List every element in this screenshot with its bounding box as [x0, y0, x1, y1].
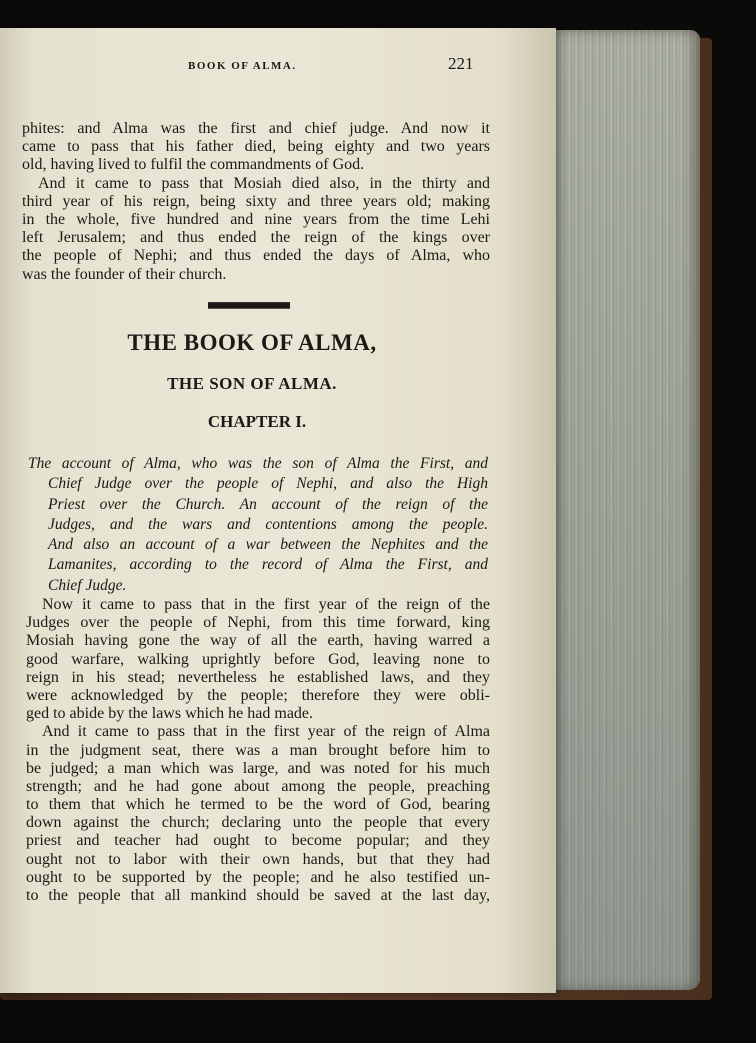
summary-line: Judges, and the wars and contentions among the people.	[48, 515, 488, 533]
summary-line: Chief Judge.	[48, 576, 127, 594]
text-line: And it came to pass that Mosiah died also, in the thirty and	[38, 174, 490, 192]
text-line: to the people that all mankind should be saved at the last day,	[26, 887, 490, 904]
text-line: third year of his reign, being sixty and three years old; making	[22, 192, 490, 210]
section-rule	[208, 302, 290, 309]
text-line: ged to abide by the laws which he had made.	[26, 705, 314, 723]
page-edges	[540, 30, 700, 990]
text-line: in the whole, five hundred and nine years from the time Lehi	[22, 210, 490, 228]
summary-line: Lamanites, according to the record of Alma the First, and	[48, 556, 488, 574]
text-line: reign in his stead; nevertheless he established laws, and they	[26, 668, 490, 686]
text-line: was the founder of their church.	[22, 265, 227, 283]
summary-line: Priest over the Church. An account of the reign of the	[48, 495, 488, 513]
text-line: Judges over the people of Nephi, from this time forward, king	[26, 614, 490, 632]
page-number: 221	[448, 54, 474, 73]
text-line: the people of Nephi; and thus ended the days of Alma, who	[22, 247, 490, 265]
chapter-body	[26, 596, 490, 905]
chapter-summary	[28, 454, 488, 596]
text-line: strength; and he had gone about among the people, preaching	[26, 777, 490, 795]
running-head	[0, 54, 556, 84]
text-line: And it came to pass that in the first year of the reign of Alma	[42, 723, 490, 741]
text-line: be judged; a man which was large, and was noted for his much	[26, 759, 490, 777]
book-page	[0, 28, 556, 993]
text-line: Now it came to pass that in the first year of the reign of the	[42, 596, 490, 613]
text-line: Mosiah having gone the way of all the earth, having warred a	[26, 632, 490, 650]
summary-line: The account of Alma, who was the son of Alma the First, and	[28, 455, 488, 472]
running-title: BOOK OF ALMA.	[188, 60, 297, 72]
closing-paragraphs	[22, 120, 490, 284]
text-line: were acknowledged by the people; therefore they were obli-	[26, 686, 490, 704]
text-line: ought not to labor with their own hands, but that they had	[26, 850, 490, 868]
text-line: in the judgment seat, there was a man brought before him to	[26, 741, 490, 759]
text-line: down against the church; declaring unto the people that every	[26, 814, 490, 832]
text-line: priest and teacher had ought to become popular; and they	[26, 832, 490, 850]
summary-line: Chief Judge over the people of Nephi, and also the High	[48, 475, 488, 493]
text-line: came to pass that his father died, being eighty and two years	[22, 138, 490, 156]
text-line: good warfare, walking uprightly before God, leaving none to	[26, 650, 490, 668]
text-line: old, having lived to fulfil the commandments of God.	[22, 156, 365, 174]
chapter-heading: CHAPTER I.	[207, 412, 307, 431]
book-subtitle: THE SON OF ALMA.	[167, 374, 337, 393]
book-title: THE BOOK OF ALMA,	[127, 330, 377, 355]
text-line: to them that which he termed to be the word of God, bearing	[26, 796, 490, 814]
text-line: ought to be supported by the people; and he also testified un-	[26, 868, 490, 886]
text-line: phites: and Alma was the first and chief judge. And now it	[22, 120, 490, 137]
text-line: left Jerusalem; and thus ended the reign of the kings over	[22, 229, 490, 247]
summary-line: And also an account of a war between the Nephites and the	[48, 536, 488, 554]
